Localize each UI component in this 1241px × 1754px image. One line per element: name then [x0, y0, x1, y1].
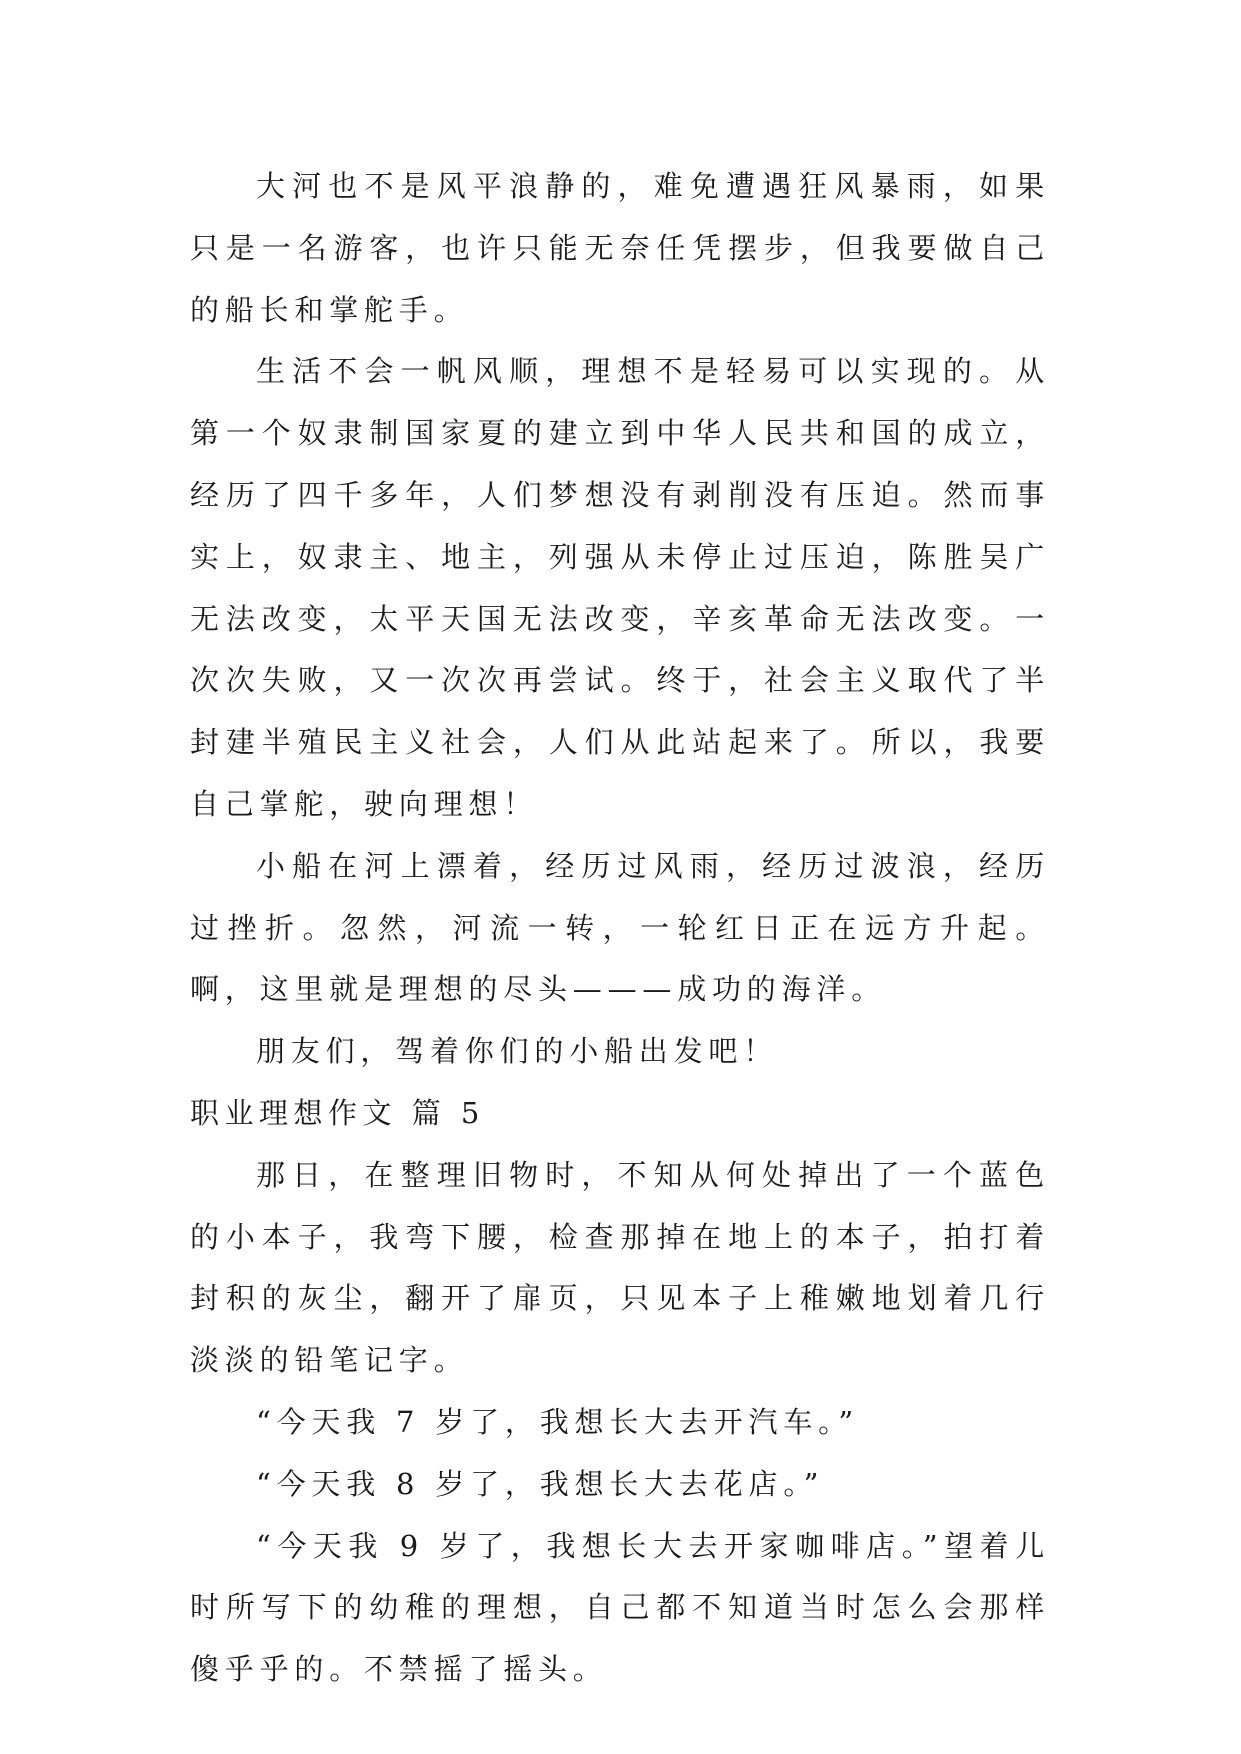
paragraph-notebook: 那日，在整理旧物时，不知从何处掉出了一个蓝色的小本子，我弯下腰，检查那掉在地上的本子，拍打着封积的灰尘，翻开了扉页，只见本子上稚嫩地划着几行淡淡的铅笔记字。 [190, 1157, 1050, 1378]
quote-age-7: “今天我 7 岁了，我想长大去开汽车。” [256, 1404, 860, 1439]
paragraph-history: 生活不会一帆风顺，理想不是轻易可以实现的。从第一个奴隶制国家夏的建立到中华人民共和国的成立，经历了四千多年，人们梦想没有剥削没有压迫。然而事实上，奴隶主、地主，列强从未停止过压迫，陈胜吴广无法改变，太平天国无法改变，辛亥革命无法改变。一次次失败，又一次次再尝试。终于，社会主义取代了半封建半殖民主义社会，人们从此站起来了。所以，我要自己掌舵，驶向理想！ [190, 354, 1050, 821]
section-heading: 职业理想作文 篇 5 [190, 1095, 485, 1130]
paragraph-storm: 大河也不是风平浪静的，难免遭遇狂风暴雨，如果只是一名游客，也许只能无奈任凭摆步，但我要做自己的船长和掌舵手。 [190, 169, 1050, 327]
quote-age-9: “今天我 9 岁了，我想长大去开家咖啡店。”望着儿时所写下的幼稚的理想，自己都不知道当时怎么会那样傻乎乎的。不禁摇了摇头。 [190, 1528, 1050, 1687]
paragraph-boat: 小船在河上漂着，经历过风雨，经历过波浪，经历过挫折。忽然，河流一转，一轮红日正在远方升起。啊，这里就是理想的尽头———成功的海洋。 [190, 848, 1050, 1007]
paragraph-friends: 朋友们，驾着你们的小船出发吧！ [256, 1034, 779, 1069]
document-body [190, 156, 1050, 1701]
quote-age-8: “今天我 8 岁了，我想长大去花店。” [256, 1466, 825, 1501]
